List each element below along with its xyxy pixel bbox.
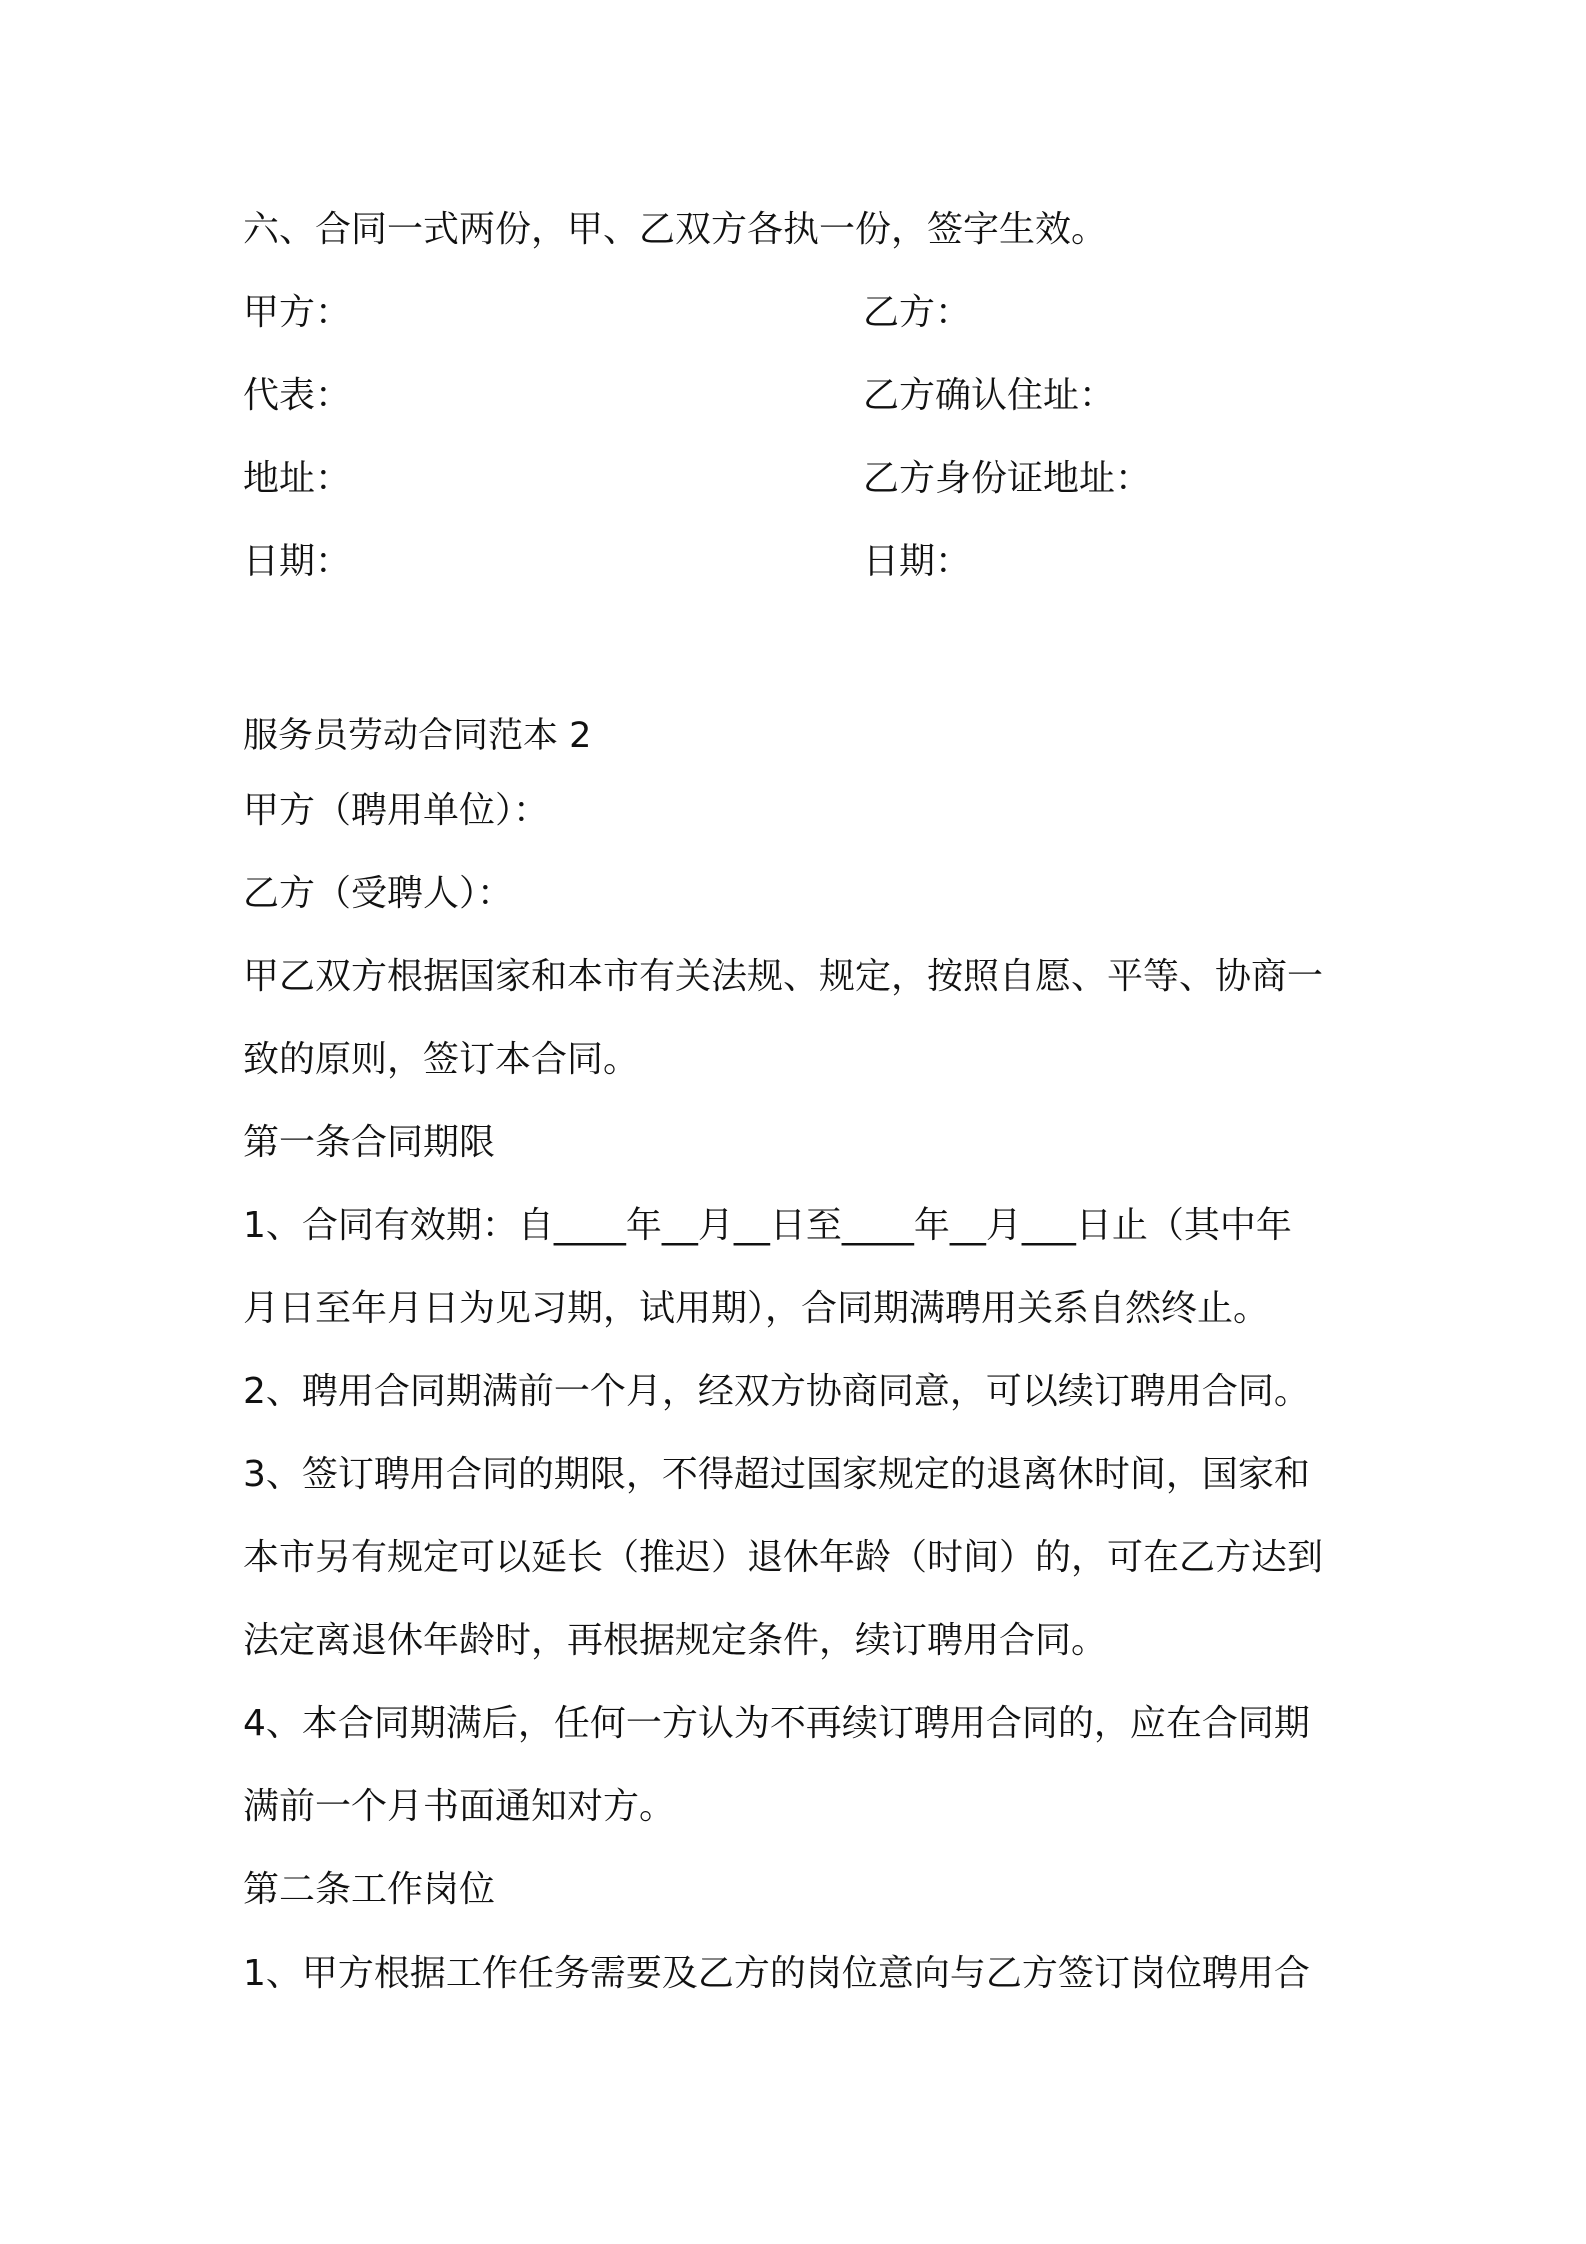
signature-party-b-residence: 乙方确认住址： <box>863 375 1116 416</box>
preamble-line: 致的原则，签订本合同。 <box>243 1039 640 1080</box>
signature-representative: 代表： <box>243 375 352 416</box>
article-one-line: 2、聘用合同期满前一个月，经双方协商同意，可以续订聘用合同。 <box>243 1371 1310 1412</box>
signature-date-b: 日期： <box>863 541 972 582</box>
article-one-line: 满前一个月书面通知对方。 <box>243 1786 676 1827</box>
preamble-line: 甲乙双方根据国家和本市有关法规、规定，按照自愿、平等、协商一 <box>243 956 1324 997</box>
article-two-line: 1、甲方根据工作任务需要及乙方的岗位意向与乙方签订岗位聘用合 <box>243 1953 1310 1994</box>
signature-address: 地址： <box>243 458 352 499</box>
article-one-line: 4、本合同期满后，任何一方认为不再续订聘用合同的，应在合同期 <box>243 1703 1310 1744</box>
signature-party-b-id-address: 乙方身份证地址： <box>863 458 1152 499</box>
article-one-line: 法定离退休年龄时，再根据规定条件，续订聘用合同。 <box>243 1620 1108 1661</box>
article-two-heading: 第二条工作岗位 <box>243 1869 496 1910</box>
article-one-heading: 第一条合同期限 <box>243 1122 496 1163</box>
party-a-line: 甲方（聘用单位）： <box>243 790 550 831</box>
clause-six: 六、合同一式两份，甲、乙双方各执一份，签字生效。 <box>243 209 1108 250</box>
article-one-line: 月日至年月日为见习期，试用期），合同期满聘用关系自然终止。 <box>243 1288 1270 1329</box>
signature-party-a: 甲方： <box>243 292 352 333</box>
article-one-line: 本市另有规定可以延长（推迟）退休年龄（时间）的，可在乙方达到 <box>243 1537 1324 1578</box>
article-one-line: 1、合同有效期：自____年__月__日至____年__月___日止（其中年 <box>243 1205 1292 1246</box>
article-one-line: 3、签订聘用合同的期限，不得超过国家规定的退离休时间，国家和 <box>243 1454 1310 1495</box>
signature-date-a: 日期： <box>243 541 352 582</box>
contract-title: 服务员劳动合同范本 2 <box>243 716 592 756</box>
signature-party-b: 乙方： <box>863 292 972 333</box>
party-b-line: 乙方（受聘人）： <box>243 873 514 914</box>
